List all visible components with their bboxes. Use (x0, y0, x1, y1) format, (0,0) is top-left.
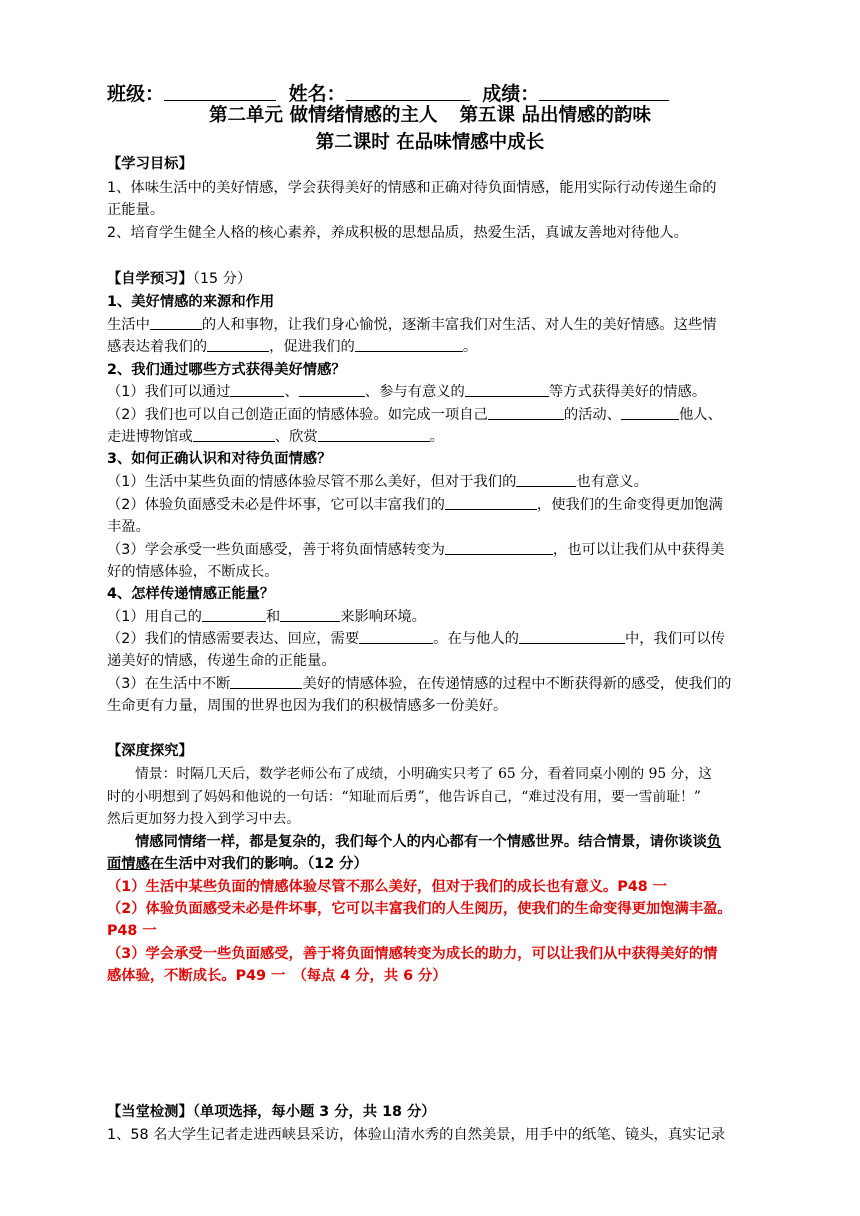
text: 。在与他人的 (433, 631, 519, 647)
blank-field[interactable] (359, 629, 433, 644)
text: （2）我们也可以自己创造正面的情感体验。如完成一项自己 (107, 407, 488, 423)
scenario-line-1: 情景：时隔几天后，数学老师公布了成绩，小明确实只考了 65 分，看着同桌小刚的 95 分，这 (135, 766, 712, 782)
answer-2b: P48 一 (107, 923, 157, 939)
text: （单项选择，每小题 3 分，共 18 分） (192, 1104, 436, 1120)
q3-line-3b: 好的情感体验，不断成长。 (107, 564, 279, 580)
text: （3）在生活中不断 (107, 676, 231, 692)
blank-field[interactable] (445, 495, 537, 510)
q3-title: 3、如何正确认识和对待负面情感？ (107, 451, 332, 467)
blank-field[interactable] (516, 472, 576, 487)
text: （1）生活中某些负面的情感体验尽管不那么美好，但对于我们的 (107, 474, 517, 490)
blank-field[interactable] (445, 540, 553, 555)
scenario-line-2: 时的小明想到了妈妈和他说的一句话：“知耻而后勇”，他告诉自己，“难过没有用，要一雪前耻！” (107, 789, 701, 805)
class-field[interactable] (164, 84, 276, 101)
q2-title: 2、我们通过哪些方式获得美好情感？ (107, 362, 346, 378)
answer-3b: 感体验，不断成长。P49 一 （每点 4 分，共 6 分） (107, 968, 447, 984)
text: ，促进我们的 (269, 339, 355, 355)
text: （1）我们可以通过 (107, 384, 231, 400)
preview-score: （15 分） (192, 271, 252, 287)
q1-line-b (107, 336, 477, 358)
blank-field[interactable] (488, 405, 564, 420)
blank-field[interactable] (621, 405, 679, 420)
text: 美好的情感体验，在传递情感的过程中不断获得新的感受，使我们的 (302, 676, 732, 692)
answer-2a: （2）体验负面感受未必是件坏事，它可以丰富我们的人生阅历，使我们的生命变得更加饱满丰盈。 (107, 901, 732, 917)
q2-line-2 (107, 404, 722, 426)
text: 也有意义。 (576, 474, 648, 490)
q1-line-a (107, 314, 717, 336)
text: 走进博物馆或 (107, 429, 193, 445)
blank-field[interactable] (207, 337, 269, 352)
header-line (107, 82, 669, 106)
text: （2）我们的情感需要表达、回应，需要 (107, 631, 360, 647)
blank-field[interactable] (230, 674, 302, 689)
period-title-text: 第二课时 在品味情感中成长 (315, 132, 545, 153)
blank-field[interactable] (299, 382, 365, 397)
question-line-1 (135, 831, 721, 853)
objective-1a: 1、体味生活中的美好情感，学会获得美好的情感和正确对待负面情感，能用实际行动传递生命的 (107, 180, 717, 196)
question-line-2 (107, 853, 368, 875)
q2-line-3 (107, 426, 444, 448)
objectives-heading: 【学习目标】 (107, 156, 193, 172)
q4-line-3b: 生命更有力量，周围的世界也因为我们的积极情感多一份美好。 (107, 698, 508, 714)
text: 、 (284, 384, 299, 400)
test-question-1: 1、58 名大学生记者走进西峡县采访，体验山清水秀的自然美景，用手中的纸笔、镜头，真实记录 (107, 1127, 726, 1143)
score-label: 成绩： (482, 83, 540, 105)
text: 。 (429, 429, 444, 445)
q4-line-2b: 递美好的情感，传递生命的正能量。 (107, 653, 336, 669)
text: 他人、 (679, 407, 722, 423)
text: 情感同情绪一样，都是复杂的，我们每个人的内心都有一个情感世界。结合情景，请你谈谈 (135, 834, 707, 850)
text: 【当堂检测】 (107, 1104, 193, 1120)
text: 、欣赏 (274, 429, 318, 445)
unit-title: 第二单元 做情绪情感的主人 (209, 105, 438, 126)
text: ，使我们的生命变得更加饱满 (536, 497, 723, 513)
q4-title: 4、怎样传递情感正能量？ (107, 586, 275, 602)
text: 来影响环境。 (340, 609, 426, 625)
test-heading (107, 1101, 436, 1123)
answer-1: （1）生活中某些负面的情感体验尽管不那么美好，但对于我们的成长也有意义。P48 一 (107, 879, 667, 895)
scenario-line-3: 然后更加努力投入到学习中去。 (107, 811, 301, 827)
q4-line-3 (107, 673, 731, 695)
class-label: 班级： (107, 83, 165, 105)
text: 在生活中对我们的影响。（12 分） (149, 856, 368, 872)
preview-heading-text: 【自学预习】 (107, 271, 193, 287)
text: （3）学会承受一些负面感受，善于将负面情感转变为 (107, 542, 445, 558)
text: 的人和事物，让我们身心愉悦，逐渐丰富我们对生活、对人生的美好情感。这些情 (201, 317, 717, 333)
text: 感表达着我们的 (107, 339, 208, 355)
q2-line-1 (107, 381, 706, 403)
q3-line-3 (107, 539, 724, 561)
period-title (0, 131, 860, 155)
text: 的活动、 (563, 407, 621, 423)
text: （2）体验负面感受未必是件坏事，它可以丰富我们的 (107, 497, 445, 513)
blank-field[interactable] (355, 337, 463, 352)
blank-field[interactable] (465, 382, 549, 397)
text: 、参与有意义的 (364, 384, 465, 400)
blank-field[interactable] (150, 315, 202, 330)
text: 。 (462, 339, 478, 355)
blank-field[interactable] (230, 382, 284, 397)
blank-field[interactable] (193, 427, 275, 442)
text: 和 (265, 609, 281, 625)
blank-field[interactable] (280, 607, 340, 622)
q1-title: 1、美好情感的来源和作用 (107, 294, 275, 310)
text: 生活中 (107, 317, 150, 333)
text: 面情感 (107, 856, 150, 872)
q4-line-2 (107, 628, 725, 650)
text: （1）用自己的 (107, 609, 202, 625)
name-label: 姓名： (288, 83, 346, 105)
answer-3a: （3）学会承受一些负面感受，善于将负面情感转变为成长的助力，可以让我们从中获得美好的情 (107, 946, 718, 962)
preview-heading (107, 268, 251, 290)
q3-line-1 (107, 471, 648, 493)
lesson-title (0, 104, 860, 128)
q3-line-2 (107, 494, 723, 516)
explore-heading: 【深度探究】 (107, 743, 193, 759)
q3-line-2b: 丰盈。 (107, 519, 150, 535)
score-field[interactable] (539, 84, 669, 101)
objective-2: 2、培育学生健全人格的核心素养，养成积极的思想品质，热爱生活，真诚友善地对待他人。 (107, 225, 688, 241)
text: 等方式获得美好的情感。 (548, 384, 707, 400)
name-field[interactable] (346, 84, 470, 101)
objective-1b: 正能量。 (107, 202, 165, 218)
text: ，也可以让我们从中获得美 (552, 542, 725, 558)
text: 负 (706, 834, 722, 850)
text: 中，我们可以传 (624, 631, 726, 647)
blank-field[interactable] (202, 607, 266, 622)
lesson-name: 第五课 品出情感的韵味 (459, 105, 651, 126)
q4-line-1 (107, 606, 426, 628)
blank-field[interactable] (519, 629, 625, 644)
blank-field[interactable] (318, 427, 430, 442)
